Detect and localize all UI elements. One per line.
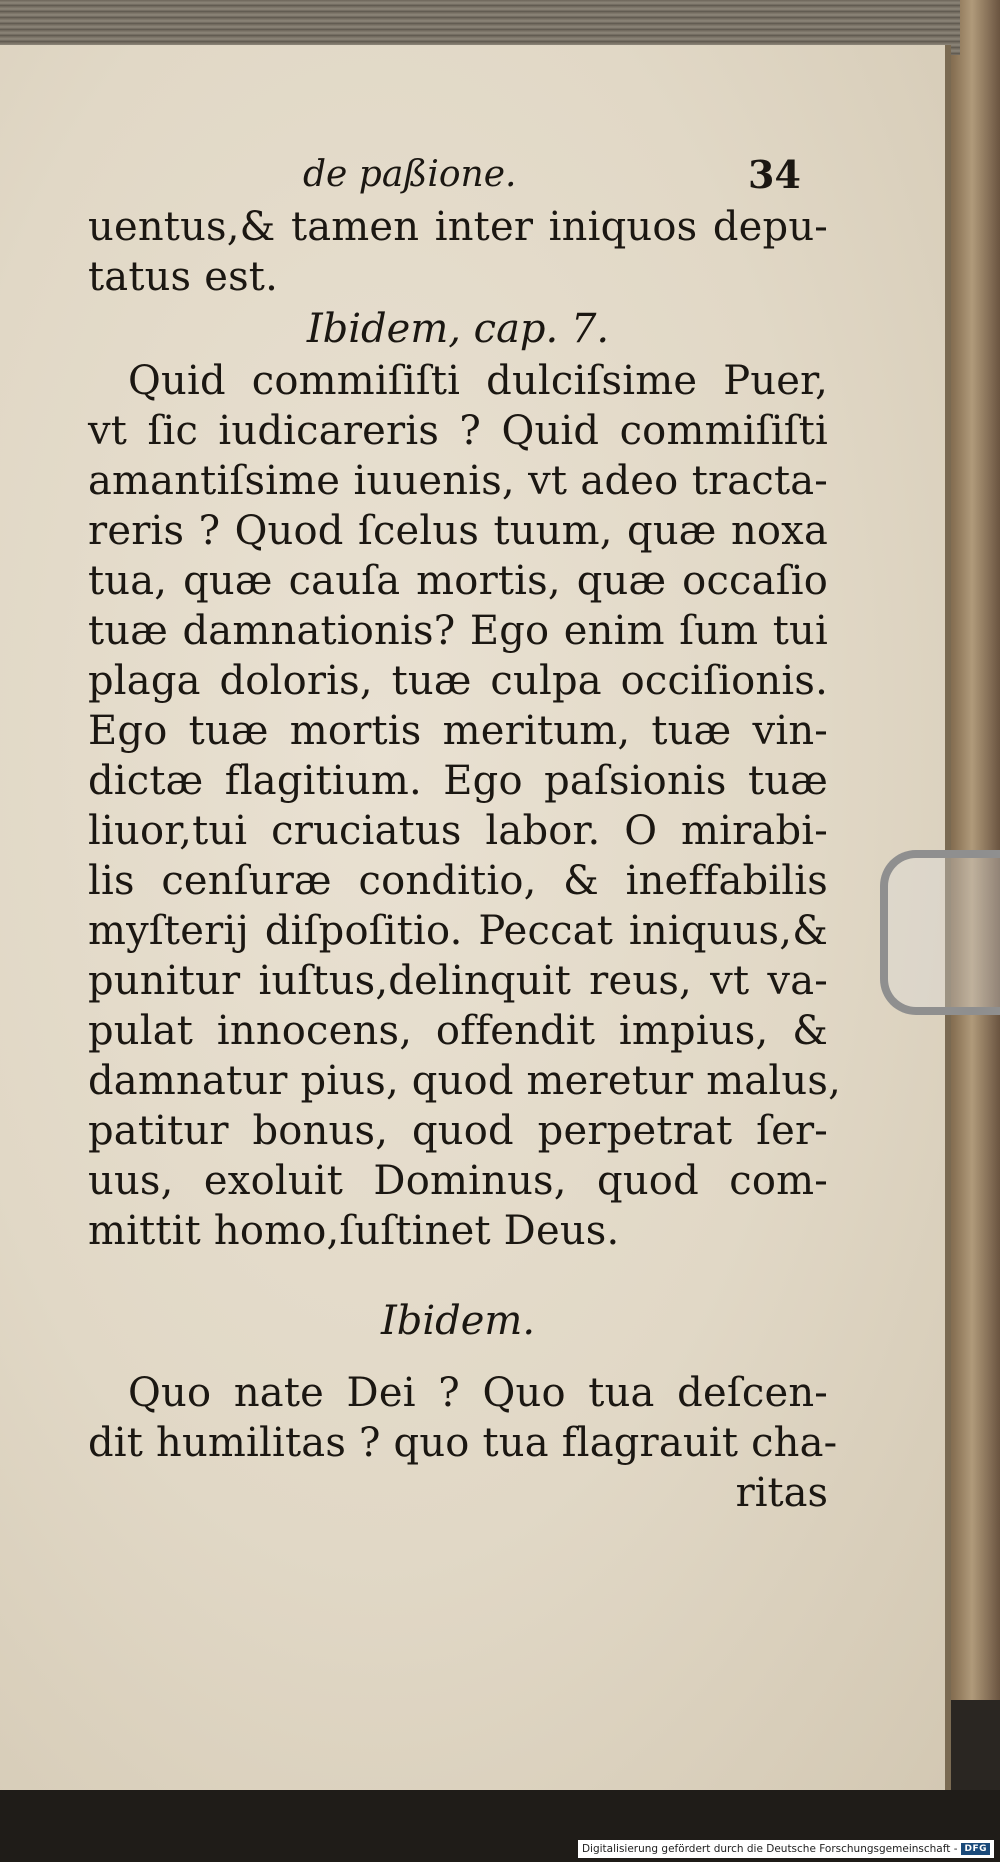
text-line: uentus,& tamen inter iniquos depu-: [88, 204, 828, 250]
text-line: vt ſic iudicareris ? Quid commiſiſti: [88, 408, 828, 454]
text-line: plaga doloris, tuæ culpa occiſionis.: [88, 658, 828, 704]
text-line: dit humilitas ? quo tua flagrauit cha-: [88, 1420, 838, 1466]
text-line: myſterij diſpoſitio. Peccat iniquus,&: [88, 908, 828, 954]
digitization-credit: [578, 1840, 994, 1858]
section-heading: Ibidem, cap. 7.: [306, 306, 610, 352]
text-line: Ego tuæ mortis meritum, tuæ vin-: [88, 708, 828, 754]
text-line: lis cenſuræ conditio, & ineffabilis: [88, 858, 828, 904]
section-heading: Ibidem.: [380, 1298, 536, 1344]
text-line: reris ? Quod ſcelus tuum, quæ noxa: [88, 508, 828, 554]
text-line: Quo nate Dei ? Quo tua deſcen-: [128, 1370, 828, 1416]
text-line: amantiſsime iuuenis, vt adeo tracta-: [88, 458, 828, 504]
running-head: [88, 150, 828, 202]
text-line: dictæ flagitium. Ego paſsionis tuæ: [88, 758, 828, 804]
text-line: punitur iuſtus,delinquit reus, vt va-: [88, 958, 828, 1004]
page-clip: [880, 850, 1000, 1015]
credit-text: Digitalisierung gefördert durch die Deutsche Forschungsgemeinschaft -: [581, 1843, 958, 1855]
text-line: Quid commiſiſti dulciſsime Puer,: [128, 358, 828, 404]
text-line: pulat innocens, offendit impius, &: [88, 1008, 828, 1054]
text-line: tatus est.: [88, 254, 278, 300]
text-line: patitur bonus, quod perpetrat ſer-: [88, 1108, 828, 1154]
text-line: mittit homo,ſuſtinet Deus.: [88, 1208, 620, 1254]
text-line: tua, quæ cauſa mortis, quæ occaſio: [88, 558, 828, 604]
running-title: de paßione.: [303, 154, 517, 195]
page-text: [88, 150, 841, 1518]
text-line: tuæ damnationis? Ego enim ſum tui: [88, 608, 828, 654]
catchword: ritas: [735, 1470, 828, 1516]
text-line: damnatur pius, quod meretur malus,: [88, 1058, 841, 1104]
text-line: uus, exoluit Dominus, quod com-: [88, 1158, 828, 1204]
dfg-logo: DFG: [961, 1843, 990, 1855]
text-line: liuor,tui cruciatus labor. O mirabi-: [88, 808, 828, 854]
page-number: 34: [748, 152, 801, 197]
